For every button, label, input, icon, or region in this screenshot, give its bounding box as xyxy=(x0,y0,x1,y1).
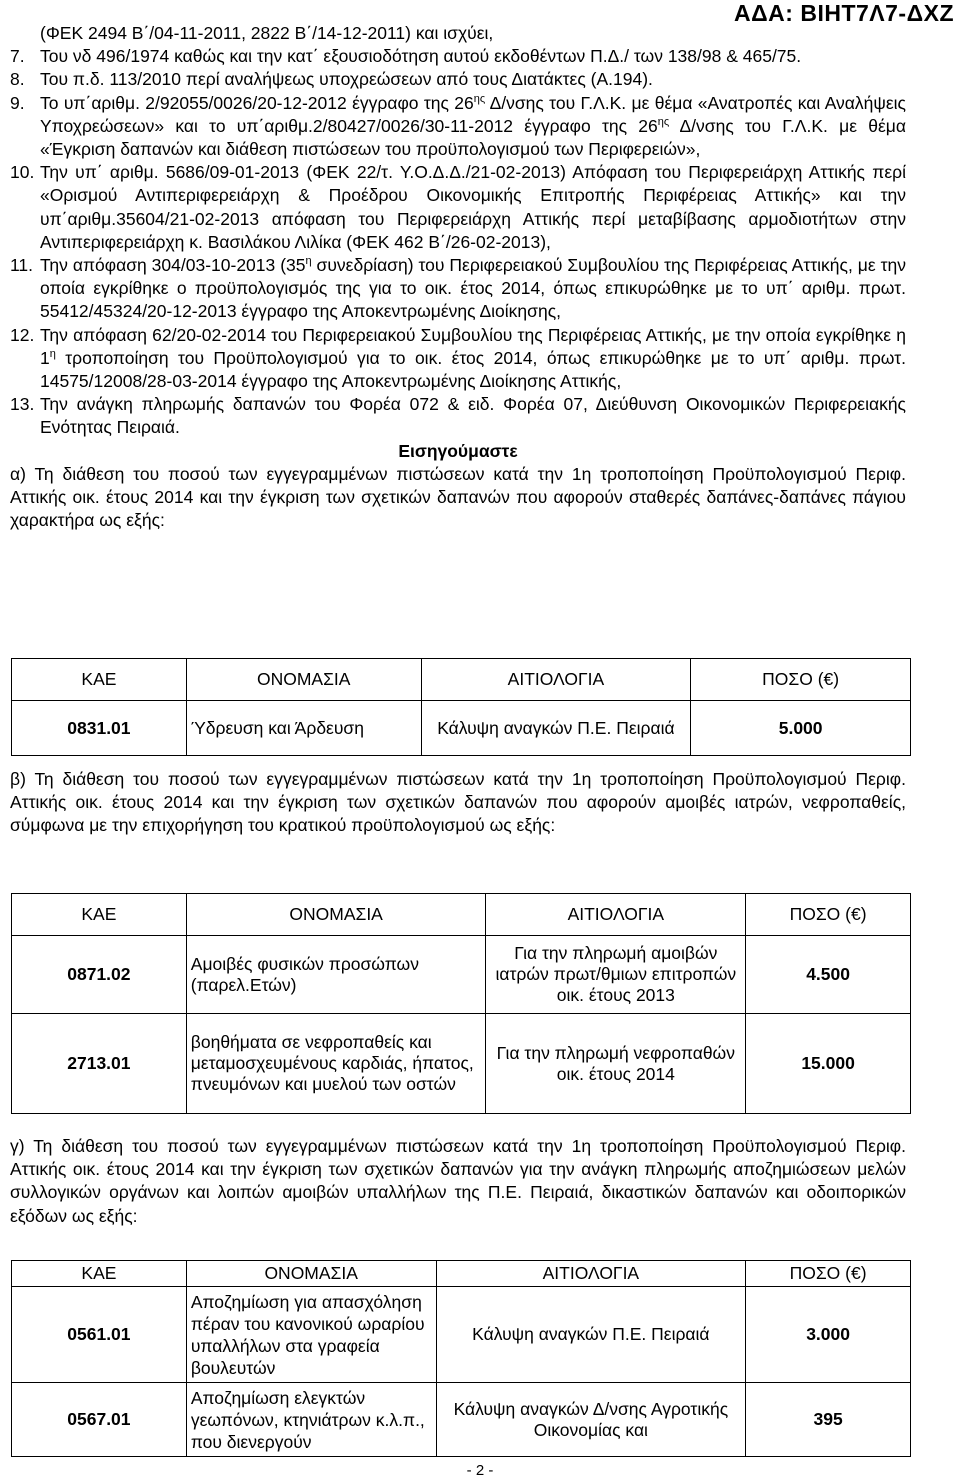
cell-name: Αποζημίωση για απασχόληση πέραν του κανονικού ωραρίου υπαλλήλων στα γραφεία βουλευτών xyxy=(186,1287,436,1383)
paragraph-a: α) Τη διάθεση του ποσού των εγγεγραμμένων πιστώσεων κατά την 1η τροποποίηση Προϋπολογισμού Περιφ. Αττικής οικ. έτους 2014 και την έγκριση των σχετικών δαπανών που αφορούν σταθερές δαπάνες-δαπάνες πάγιου χαρακτήρα ως εξής: xyxy=(10,463,906,531)
item-text: Την απόφαση 304/03-10-2013 ($35^\eta$ συνεδρίαση) του Περιφερειακού Συμβουλίου της Περιφέρειας Αττικής, με την οποία εγκρίθηκε ο προϋπολογισμός της για το οικ. έτος 2014, όπως επικυρώθηκε με το υπ΄ αριθμ. πρωτ. 55412/45324/20-12-2013 έγγραφο της Αποκεντρωμένης Διοίκησης, xyxy=(40,255,906,322)
cell-amount: 3.000 xyxy=(746,1287,911,1383)
table-row xyxy=(12,701,911,756)
cell-amount: 15.000 xyxy=(746,1014,911,1114)
item-text: Του π.δ. 113/2010 περί αναλήψεως υποχρεώσεων από τους Διατάκτες (Α.194). xyxy=(40,69,653,90)
intro-line: (ΦΕΚ 2494 Β΄/04-11-2011, 2822 Β΄/14-12-2011) και ισχύει, xyxy=(40,23,494,43)
item-number: 13. xyxy=(10,394,35,415)
cell-name: Αμοιβές φυσικών προσώπων (παρελ.Ετών) xyxy=(186,936,486,1014)
budget-table-a xyxy=(11,658,911,756)
table-row xyxy=(12,1014,911,1114)
list-item-10 xyxy=(10,161,906,254)
header-kae: ΚΑΕ xyxy=(12,1261,187,1287)
list-item-13 xyxy=(10,393,906,439)
header-reason: ΑΙΤΙΟΛΟΓΙΑ xyxy=(421,659,691,701)
header-name: ΟΝΟΜΑΣΙΑ xyxy=(186,1261,436,1287)
item-number: 11. xyxy=(10,255,34,276)
cell-amount: 4.500 xyxy=(746,936,911,1014)
cell-amount: 395 xyxy=(746,1383,911,1457)
item-text: Το υπ΄αριθμ. 2/92055/0026/20-12-2012 έγγραφο της $26^{\eta\varsigma}$ Δ/νσης του Γ.Λ.Κ. με θέμα «Ανατροπές και Αναλήψεις Υποχρεώσεων» και το υπ΄αριθμ.2/80427/0026/30-11-2012 έγγραφο της $26^{\eta\varsigma}$ Δ/νσης του Γ.Λ.Κ. με θέμα «Έγκριση δαπανών και διάθεση πιστώσεων του προϋπολογισμού των Περιφερειών», xyxy=(40,92,906,160)
item-number: 9. xyxy=(10,92,25,113)
item-number: 8. xyxy=(10,69,25,90)
header-name: ΟΝΟΜΑΣΙΑ xyxy=(186,659,421,701)
item-text: Την υπ΄ αριθμ. 5686/09-01-2013 (ΦΕΚ 22/τ. Υ.Ο.Δ.Δ./21-02-2013) Απόφαση του Περιφερειάρχη Αττικής περί «Ορισμού Αντιπεριφερειάρχη & Προέδρου Οικονομικής Επιτροπής Περιφέρειας Αττικής» και την υπ΄αριθμ.35604/21-02-2013 απόφαση του Περιφερειάρχη Αττικής περί μεταβίβασης αρμοδιοτήτων στην Αντιπεριφερειάρχη κ. Βασιλάκου Λιλίκα (ΦΕΚ 462 Β΄/26-02-2013), xyxy=(40,162,906,252)
ada-code: ΑΔΑ: ΒΙΗΤ7Λ7-ΔΧΖ xyxy=(734,0,954,26)
item-text: Του νδ 496/1974 καθώς και την κατ΄ εξουσιοδότηση αυτού εκδοθέντων Π.Δ./ των 138/98 & 465/75. xyxy=(40,46,802,67)
header-kae: ΚΑΕ xyxy=(12,894,187,936)
cell-kae: 2713.01 xyxy=(12,1014,187,1114)
budget-table-c xyxy=(11,1260,911,1457)
cell-kae: 0561.01 xyxy=(12,1287,187,1383)
list-item-9 xyxy=(10,92,906,162)
budget-table-b xyxy=(11,893,911,1114)
item-text: Την απόφαση 62/20-02-2014 του Περιφερειακού Συμβουλίου της Περιφέρειας Αττικής, με την οποία εγκρίθηκε η $1^\eta$ τροποποίηση του Προϋπολογισμού για το οικ. έτος 2014, όπως επικυρώθηκε με το υπ΄ αριθμ. πρωτ. 14575/12008/28-03-2014 έγγραφο της Αποκεντρωμένης Διοίκησης Αττικής, xyxy=(40,324,906,392)
header-amount: ΠΟΣΟ (€) xyxy=(746,894,911,936)
cell-kae: 0567.01 xyxy=(12,1383,187,1457)
cell-name: Αποζημίωση ελεγκτών γεωπόνων, κτηνιάτρων κ.λ.π., που διενεργούν xyxy=(186,1383,436,1457)
paragraph-c: γ) Τη διάθεση του ποσού των εγγεγραμμένων πιστώσεων κατά την 1η τροποποίηση Προϋπολογισμού Περιφ. Αττικής οικ. έτους 2014 και την έγκριση των σχετικών δαπανών για την ανάγκη πληρωμής αποζημιώσεων μελών συλλογικών οργάνων και λοιπών αμοιβών υπαλλήλων της Π.Ε. Πειραιά, δικαστικών δαπανών και οδοιπορικών εξόδων ως εξής: xyxy=(10,1136,906,1226)
cell-name: βοηθήματα σε νεφροπαθείς και μεταμοσχευμένους καρδιάς, ήπατος, πνευμόνων και μυελού των οστών xyxy=(186,1014,486,1114)
list-item-7 xyxy=(10,45,906,68)
header-amount: ΠΟΣΟ (€) xyxy=(691,659,911,701)
table-row xyxy=(12,1287,911,1383)
item-number: 7. xyxy=(10,46,25,67)
table-row xyxy=(12,1383,911,1457)
cell-name: Ύδρευση και Άρδευση xyxy=(186,701,421,756)
cell-kae: 0831.01 xyxy=(12,701,187,756)
header-amount: ΠΟΣΟ (€) xyxy=(746,1261,911,1287)
section-heading: Εισηγούμαστε xyxy=(398,440,518,461)
cell-reason: Κάλυψη αναγκών Π.Ε. Πειραιά xyxy=(421,701,691,756)
list-item-11 xyxy=(10,254,906,324)
cell-reason: Κάλυψη αναγκών Δ/νσης Αγροτικής Οικονομίας και xyxy=(436,1383,746,1457)
cell-reason: Για την πληρωμή νεφροπαθών οικ. έτους 2014 xyxy=(486,1014,746,1114)
item-text: Την ανάγκη πληρωμής δαπανών του Φορέα 072 & ειδ. Φορέα 07, Διεύθυνση Οικονομικών Περιφερειακής Ενότητας Πειραιά. xyxy=(40,394,906,438)
header-kae: ΚΑΕ xyxy=(12,659,187,701)
header-name: ΟΝΟΜΑΣΙΑ xyxy=(186,894,486,936)
item-number: 12. xyxy=(10,324,35,345)
cell-kae: 0871.02 xyxy=(12,936,187,1014)
cell-reason: Για την πληρωμή αμοιβών ιατρών πρωτ/θμιων επιτροπών οικ. έτους 2013 xyxy=(486,936,746,1014)
header-reason: ΑΙΤΙΟΛΟΓΙΑ xyxy=(486,894,746,936)
list-item-8 xyxy=(10,68,906,91)
document-body xyxy=(10,22,906,532)
cell-reason: Κάλυψη αναγκών Π.Ε. Πειραιά xyxy=(436,1287,746,1383)
cell-amount: 5.000 xyxy=(691,701,911,756)
table-row xyxy=(12,936,911,1014)
paragraph-b: β) Τη διάθεση του ποσού των εγγεγραμμένων πιστώσεων κατά την 1η τροποποίηση Προϋπολογισμού Περιφ. Αττικής οικ. έτους 2014 και την έγκριση των σχετικών δαπανών που αφορούν αμοιβές ιατρών, νεφροπαθείς, σύμφωνα με την επιχορήγηση του κρατικού προϋπολογισμού ως εξής: xyxy=(10,769,906,836)
list-item-12 xyxy=(10,324,906,394)
header-reason: ΑΙΤΙΟΛΟΓΙΑ xyxy=(436,1261,746,1287)
page-number: - 2 - xyxy=(466,1462,494,1479)
item-number: 10. xyxy=(10,162,35,183)
